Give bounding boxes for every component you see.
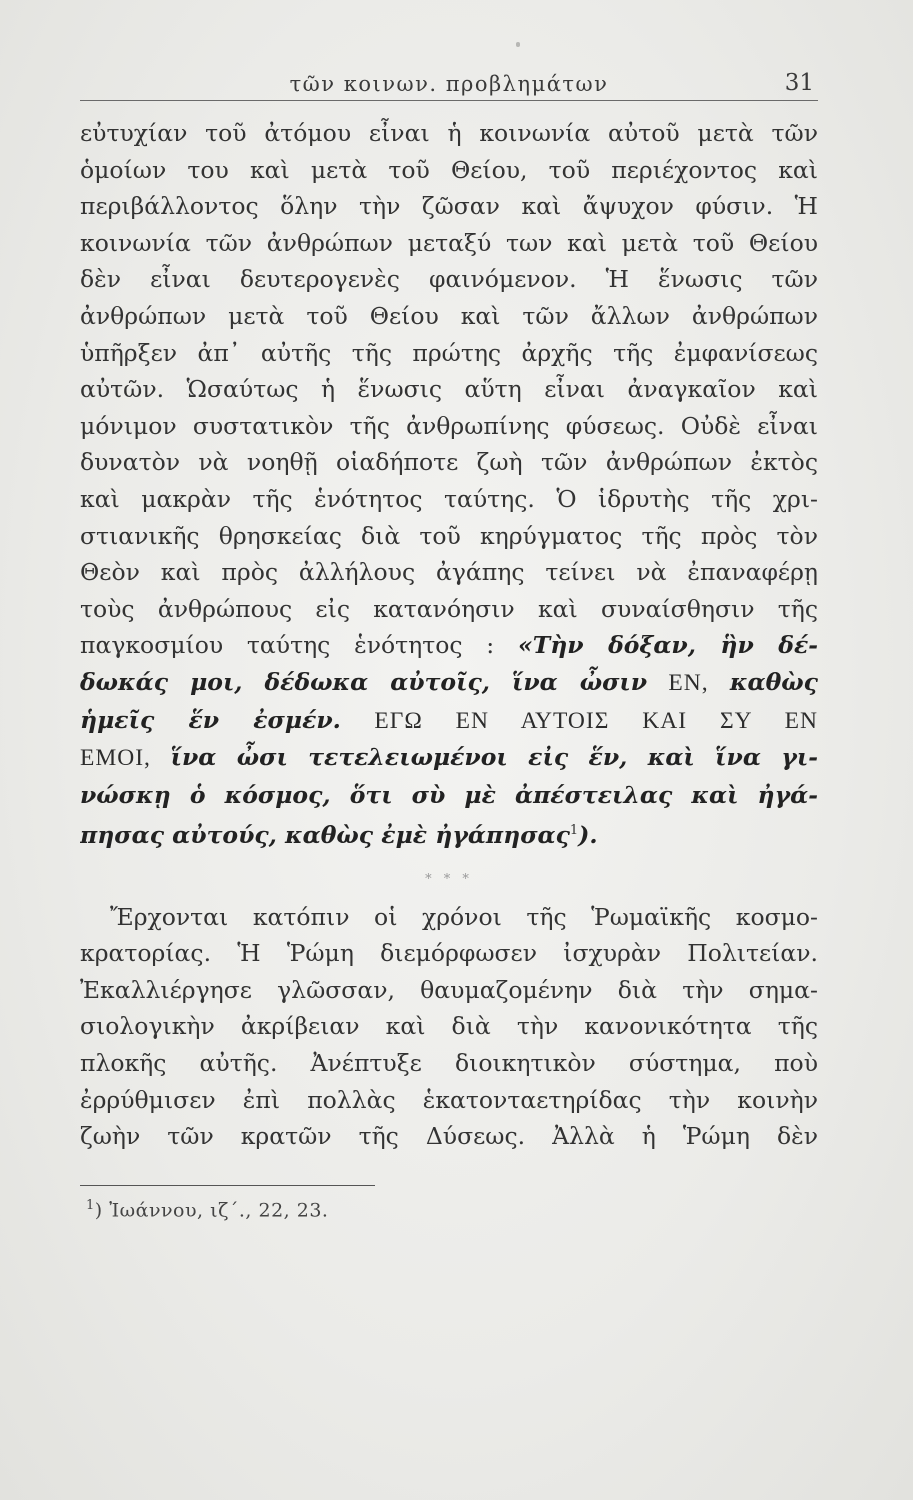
text-line: περιβάλλοντος ὅλην τὴν ζῶσαν καὶ ἄψυχον φύσιν. Ἡ <box>80 192 818 221</box>
scripture-quote: πησας αὐτούς, καθὼς ἐμὲ ἠγάπησας <box>80 821 570 850</box>
text-line-quote-start <box>80 627 818 664</box>
text-line: τοὺς ἀνθρώπους εἰς κατανόησιν καὶ συναίσθησιν τῆς <box>80 594 818 623</box>
scripture-caps: ΕΓΩ ΕΝ ΑΥΤΟΙΣ ΚΑΙ ΣΥ ΕΝ <box>374 707 818 734</box>
scripture-quote: ἵνα ὦσι τετελειωμένοι εἰς ἕν, καὶ ἵνα γι- <box>170 743 818 772</box>
section-asterism: * * * <box>425 871 473 887</box>
text-line: Ἔρχονται κατόπιν οἱ χρόνοι τῆς Ῥωμαϊκῆς κοσμο- <box>110 902 818 931</box>
scripture-quote: δωκάς μοι, δέδωκα αὐτοῖς, ἵνα ὦσιν <box>80 667 648 696</box>
paragraph-2 <box>80 899 818 1155</box>
text-line-quote <box>80 777 818 814</box>
text-line: Ἐκαλλιέργησε γλῶσσαν, θαυμαζομένην διὰ τὴν σημα- <box>80 975 818 1004</box>
text-line: ἐρρύθμισεν ἐπὶ πολλὰς ἑκατονταετηρίδας τὴν κοινὴν <box>80 1085 818 1114</box>
scripture-quote: νώσκῃ ὁ κόσμος, ὅτι σὺ μὲ ἀπέστειλας καὶ ἠγά- <box>80 780 818 809</box>
text-line: σιολογικὴν ἀκρίβειαν καὶ διὰ τὴν κανονικότητα τῆς <box>80 1012 818 1041</box>
quote-lead-in: παγκοσμίου ταύτης ἑνότητος : <box>80 631 495 660</box>
scripture-caps: ΕΝ, <box>668 669 709 696</box>
footnote-rule <box>80 1185 375 1186</box>
text-line: Θεὸν καὶ πρὸς ἀλλήλους ἀγάπης τείνει νὰ ἐπαναφέρῃ <box>80 558 818 587</box>
footnote-marker: 1 <box>86 1197 95 1213</box>
text-line: κρατορίας. Ἡ Ῥώμη διεμόρφωσεν ἰσχυρὰν Πολιτείαν. <box>80 939 818 968</box>
text-line: ὑπῆρξεν ἀπ᾽ αὐτῆς τῆς πρώτης ἀρχῆς τῆς ἐμφανίσεως <box>80 338 818 367</box>
scripture-caps: ΕΜΟΙ, <box>80 745 151 772</box>
text-line: δυνατὸν νὰ νοηθῇ οἱαδήποτε ζωὴ τῶν ἀνθρώπων ἐκτὸς <box>80 448 818 477</box>
text-line: μόνιμον συστατικὸν τῆς ἀνθρωπίνης φύσεως. Οὐδὲ εἶναι <box>80 411 818 440</box>
text-line-quote-end <box>80 813 818 853</box>
text-line: στιανικῆς θρησκείας διὰ τοῦ κηρύγματος τῆς πρὸς τὸν <box>80 521 818 550</box>
text-line: αὐτῶν. Ὡσαύτως ἡ ἕνωσις αὕτη εἶναι ἀναγκαῖον καὶ <box>80 375 818 404</box>
scripture-quote: «Τὴν δόξαν, ἣν δέ- <box>518 631 818 660</box>
text-line: πλοκῆς αὐτῆς. Ἀνέπτυξε διοικητικὸν σύστημα, ποὺ <box>80 1049 818 1078</box>
text-line-quote <box>80 739 818 777</box>
scripture-quote: ἡμεῖς ἕν ἐσμέν. <box>80 705 341 734</box>
text-line-quote <box>80 664 818 702</box>
page-number: 31 <box>784 70 814 96</box>
footnote-text: ) Ἰωάννου, ιζ΄., 22, 23. <box>94 1199 329 1222</box>
footnote-reference: 1 <box>569 823 579 839</box>
text-line: εὐτυχίαν τοῦ ἀτόμου εἶναι ἡ κοινωνία αὐτοῦ μετὰ τῶν <box>80 119 818 147</box>
paragraph-1 <box>80 115 818 854</box>
paper-speck <box>516 42 520 47</box>
text-line: καὶ μακρὰν τῆς ἑνότητος ταύτης. Ὁ ἱδρυτὴς τῆς χρι- <box>80 484 818 513</box>
text-line: ὁμοίων του καὶ μετὰ τοῦ Θείου, τοῦ περιέχοντος καὶ <box>80 155 818 184</box>
text-line: κοινωνία τῶν ἀνθρώπων μεταξύ των καὶ μετὰ τοῦ Θείου <box>80 228 818 257</box>
page-body <box>80 115 818 1221</box>
text-line: δὲν εἶναι δευτερογενὲς φαινόμενον. Ἡ ἕνωσις τῶν <box>80 265 818 294</box>
running-header <box>80 64 818 101</box>
text-line-quote <box>80 702 818 740</box>
running-title: τῶν κοινων. προβλημάτων <box>289 72 609 96</box>
footnote <box>80 1198 818 1221</box>
text-line: ζωὴν τῶν κρατῶν τῆς Δύσεως. Ἀλλὰ ἡ Ῥώμη δὲν <box>80 1122 818 1151</box>
quote-end: ). <box>578 821 598 850</box>
book-page <box>80 64 818 1221</box>
text-line: ἀνθρώπων μετὰ τοῦ Θείου καὶ τῶν ἄλλων ἀνθρώπων <box>80 301 818 330</box>
scripture-quote: καθὼς <box>729 667 818 696</box>
